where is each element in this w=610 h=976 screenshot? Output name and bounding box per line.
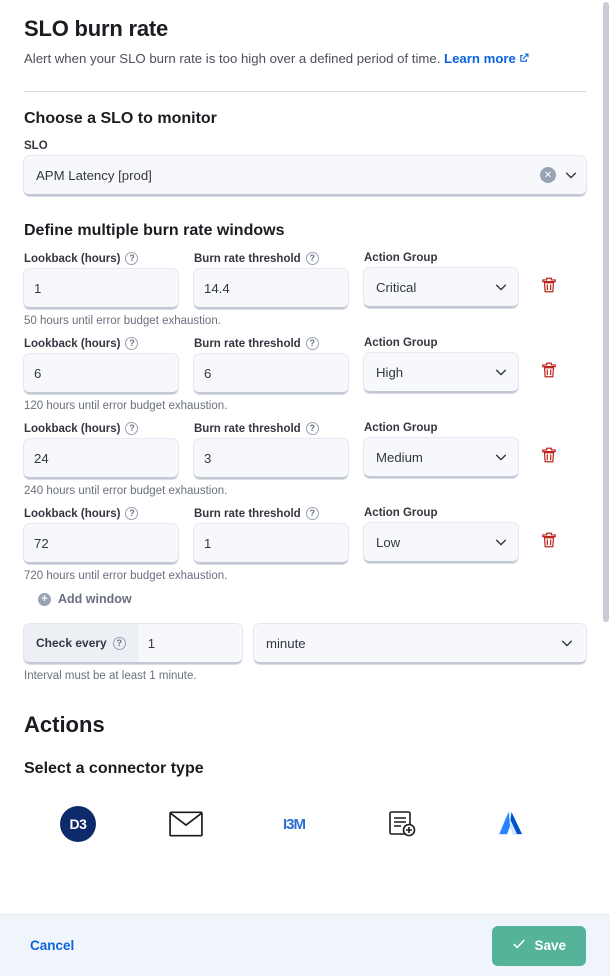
burn-rate-windows-list [24, 252, 586, 582]
connector-card-d3[interactable] [24, 804, 132, 844]
threshold-label [194, 252, 348, 265]
save-button-label: Save [534, 938, 566, 953]
lookback-label [24, 337, 178, 350]
connector-card-jira[interactable] [456, 804, 564, 844]
threshold-label-text: Burn rate threshold [194, 252, 301, 265]
chevron-down-icon [494, 535, 508, 549]
lookback-label-text: Lookback (hours) [24, 422, 121, 435]
threshold-field [194, 507, 348, 564]
lookback-field [24, 507, 178, 564]
threshold-label [194, 337, 348, 350]
page-description-text: Alert when your SLO burn rate is too high over a defined period of time. [24, 51, 441, 66]
action-group-label [364, 422, 518, 434]
clear-icon[interactable]: ✕ [540, 167, 556, 183]
external-link-icon [518, 49, 530, 61]
action-group-label [364, 507, 518, 519]
question-circle-icon[interactable]: ? [125, 337, 138, 350]
chevron-down-icon[interactable] [564, 168, 578, 182]
action-group-field [364, 252, 518, 308]
window-hint: 240 hours until error budget exhaustion. [24, 485, 228, 497]
add-window-label: Add window [58, 592, 132, 606]
connector-type-list [24, 804, 586, 844]
lookback-field [24, 337, 178, 394]
window-row [24, 507, 586, 564]
question-circle-icon[interactable]: ? [125, 252, 138, 265]
window-hint: 50 hours until error budget exhaustion. [24, 315, 221, 327]
slo-section-heading: Choose a SLO to monitor [24, 110, 217, 127]
action-group-select[interactable] [364, 353, 518, 393]
delete-window-cell [534, 337, 564, 379]
window-hint: 120 hours until error budget exhaustion. [24, 400, 228, 412]
window-row [24, 422, 586, 479]
question-circle-icon[interactable]: ? [125, 507, 138, 520]
action-group-label-text: Action Group [364, 337, 438, 349]
cancel-button[interactable]: Cancel [24, 937, 80, 954]
action-group-label-text: Action Group [364, 507, 438, 519]
action-group-select[interactable] [364, 438, 518, 478]
jira-service-management-icon [382, 804, 422, 844]
slo-select[interactable] [24, 156, 586, 196]
plus-circle-icon: + [38, 593, 51, 606]
action-group-field [364, 337, 518, 393]
threshold-label-text: Burn rate threshold [194, 422, 301, 435]
connector-card-email[interactable] [132, 804, 240, 844]
action-group-field [364, 422, 518, 478]
threshold-input[interactable]: 14.4 [194, 269, 348, 309]
lookback-label [24, 507, 178, 520]
lookback-label [24, 422, 178, 435]
threshold-field [194, 252, 348, 309]
action-group-select[interactable] [364, 268, 518, 308]
lookback-label [24, 252, 178, 265]
check-interval-input[interactable]: 1 [147, 635, 156, 651]
learn-more-link[interactable]: Learn more [444, 51, 516, 66]
check-every-label-text: Check every [36, 636, 107, 650]
threshold-input[interactable]: 6 [194, 354, 348, 394]
threshold-label [194, 507, 348, 520]
page-description [24, 48, 586, 69]
action-group-label-text: Action Group [364, 252, 438, 264]
question-circle-icon[interactable]: ? [306, 507, 319, 520]
action-group-value: Low [376, 534, 401, 550]
check-interval-unit-select[interactable] [254, 624, 586, 664]
question-circle-icon[interactable]: ? [306, 337, 319, 350]
actions-heading: Actions [24, 712, 105, 737]
d3-security-icon: D3 [58, 804, 98, 844]
lookback-input[interactable]: 72 [24, 524, 178, 564]
check-icon [512, 937, 526, 954]
delete-window-cell [534, 422, 564, 464]
jira-icon [490, 804, 530, 844]
trash-icon[interactable] [540, 361, 558, 379]
question-circle-icon[interactable]: ? [125, 422, 138, 435]
header-divider [24, 91, 586, 92]
add-window-button[interactable] [38, 592, 586, 606]
slo-selected-value: APM Latency [prod] [36, 167, 152, 183]
ibm-resilient-icon: I3M [282, 815, 305, 833]
action-group-value: High [376, 364, 404, 380]
threshold-label-text: Burn rate threshold [194, 337, 301, 350]
windows-section-heading: Define multiple burn rate windows [24, 222, 285, 239]
check-every-label [24, 624, 138, 662]
lookback-label-text: Lookback (hours) [24, 337, 121, 350]
action-group-value: Medium [376, 449, 423, 465]
threshold-input[interactable]: 3 [194, 439, 348, 479]
trash-icon[interactable] [540, 276, 558, 294]
lookback-label-text: Lookback (hours) [24, 252, 121, 265]
lookback-input[interactable]: 24 [24, 439, 178, 479]
trash-icon[interactable] [540, 531, 558, 549]
chevron-down-icon [494, 450, 508, 464]
threshold-label-text: Burn rate threshold [194, 507, 301, 520]
question-circle-icon[interactable]: ? [306, 422, 319, 435]
action-group-label-text: Action Group [364, 422, 438, 434]
action-group-select[interactable] [364, 523, 518, 563]
threshold-field [194, 337, 348, 394]
question-circle-icon[interactable]: ? [113, 637, 126, 650]
connector-card-ibm-resilient[interactable] [240, 804, 348, 844]
action-group-value: Critical [376, 279, 417, 295]
question-circle-icon[interactable]: ? [306, 252, 319, 265]
threshold-field [194, 422, 348, 479]
trash-icon[interactable] [540, 446, 558, 464]
chevron-down-icon [494, 280, 508, 294]
chevron-down-icon [494, 365, 508, 379]
check-every-input-group [24, 624, 242, 664]
action-group-label [364, 252, 518, 264]
window-row [24, 337, 586, 394]
save-button[interactable] [492, 926, 586, 966]
slo-field-label [24, 140, 586, 152]
lookback-field [24, 252, 178, 309]
email-icon [166, 804, 206, 844]
window-hint: 720 hours until error budget exhaustion. [24, 570, 228, 582]
delete-window-cell [534, 507, 564, 549]
vertical-scrollbar[interactable] [603, 2, 609, 622]
action-group-field [364, 507, 518, 563]
lookback-label-text: Lookback (hours) [24, 507, 121, 520]
page-title: SLO burn rate [24, 16, 169, 41]
check-every-group [24, 624, 586, 664]
connector-type-heading: Select a connector type [24, 760, 204, 777]
lookback-input[interactable]: 1 [24, 269, 178, 309]
threshold-input[interactable]: 1 [194, 524, 348, 564]
check-interval-unit-value: minute [266, 635, 306, 651]
connector-card-jira-service-management[interactable] [348, 804, 456, 844]
window-row [24, 252, 586, 309]
action-group-label [364, 337, 518, 349]
threshold-label [194, 422, 348, 435]
lookback-field [24, 422, 178, 479]
flyout-footer [0, 914, 610, 976]
delete-window-cell [534, 252, 564, 294]
interval-hint: Interval must be at least 1 minute. [24, 670, 197, 682]
chevron-down-icon [560, 636, 574, 650]
slo-field-label-text: SLO [24, 140, 48, 152]
lookback-input[interactable]: 6 [24, 354, 178, 394]
